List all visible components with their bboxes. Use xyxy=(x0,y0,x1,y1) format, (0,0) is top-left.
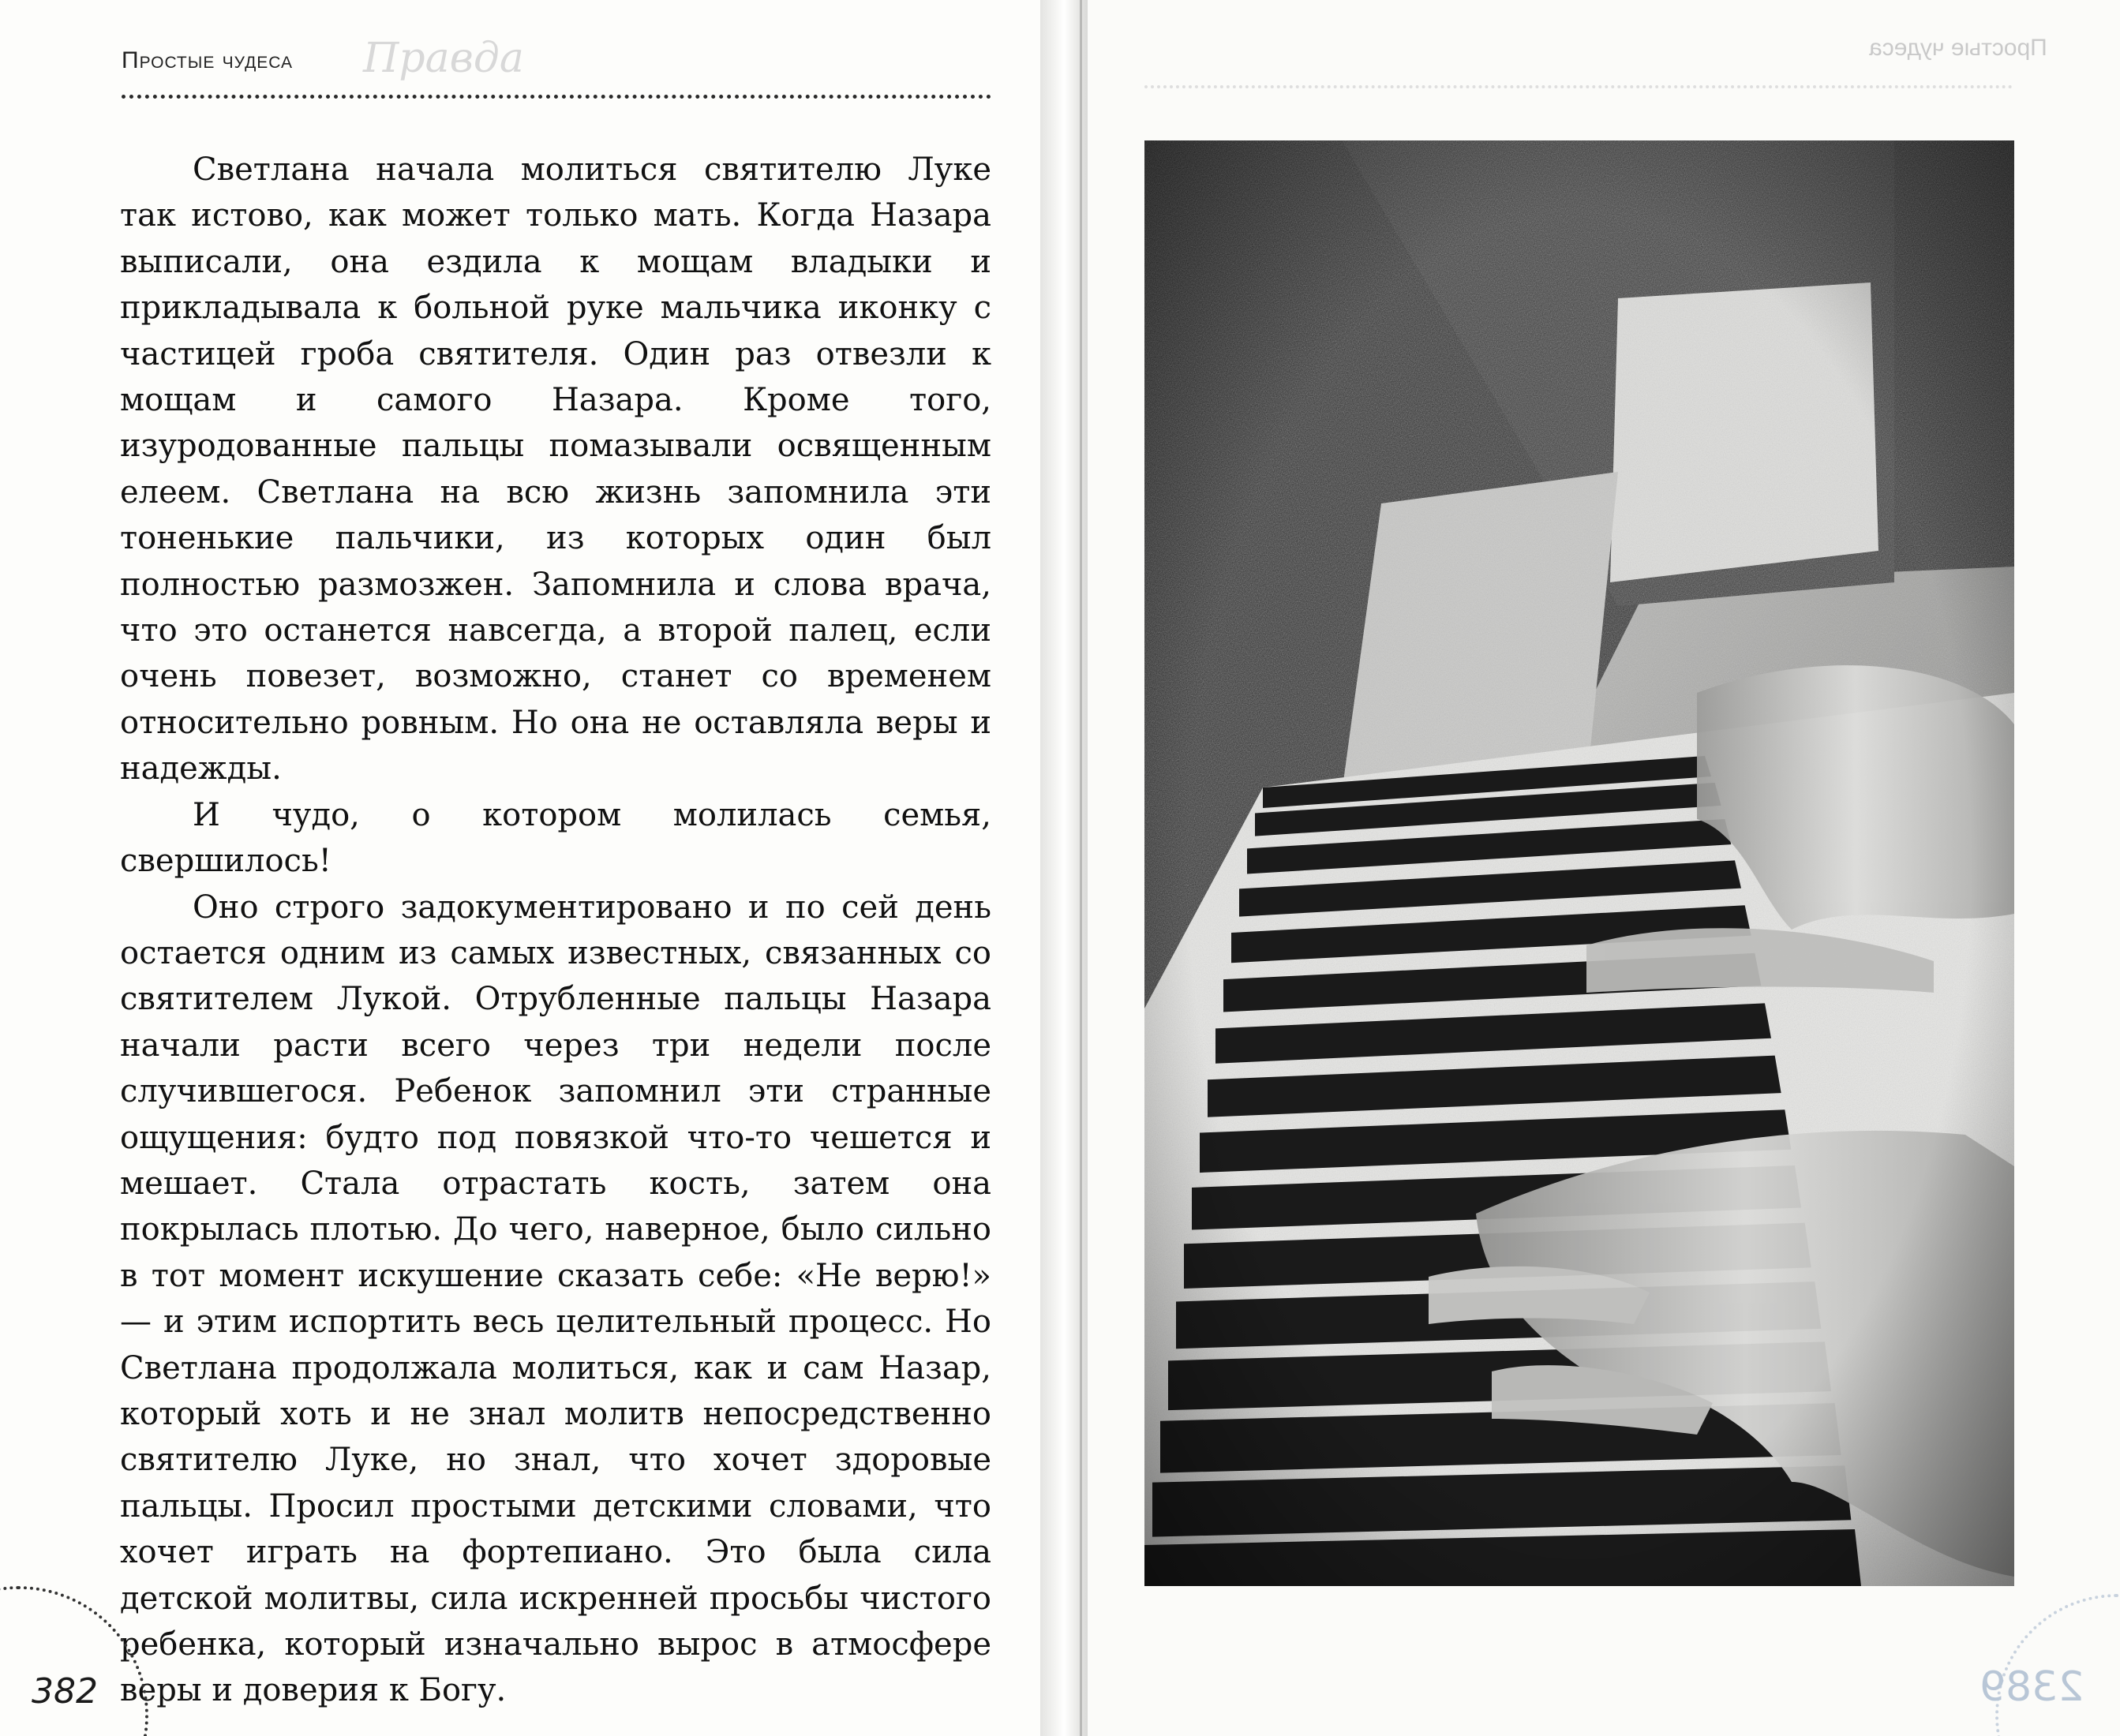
running-header: Простые чудеса xyxy=(122,47,294,73)
header-dotted-rule xyxy=(122,95,991,99)
right-running-header-bleed: Простые чудеса xyxy=(1869,35,2047,61)
header-bleed-through: Правда xyxy=(363,35,524,82)
paragraph-3: Оно строго задокументировано и по сей день остается одним из самых известных, связанных со святителем Лукой. Отрубленные пальцы Назара начали расти всего через три недели после случившегося. Ребенок запомнил эти странные ощущения: будто под повязкой что-то чешется и мешает. Стала отрастать кость, затем она покрылась плотью. До чего, наверное, было сильно в тот момент искушение сказать себе: «Не верю!» — и этим испортить весь целительный процесс. Но Светлана продолжала молиться, как и сам Назар, который хоть и не знал молитв непосредственно святителю Луке, но знал, что хочет здоровые пальцы. Просил простыми детскими словами, что хочет играть на фортепиано. Это была сила детской молитвы, сила искренней просьбы чистого ребенка, который изначально вырос в атмосфере веры и доверия к Богу. xyxy=(120,889,991,1709)
body-text xyxy=(120,147,991,1714)
paragraph-1: Светлана начала молиться святителю Луке так истово, как может только мать. Когда Назара выписали, она ездила к мощам владыки и прикладывала к больной руке мальчика иконку с частицей гроба святителя. Один раз отвезли к мощам и самого Назара. Кроме того, изуродованные пальцы помазывали освященным елеем. Светлана на всю жизнь запомнила эти тоненькие пальчики, из которых один был полностью размозжен. Запомнила и слова врача, что это останется навсегда, а второй палец, если очень повезет, возможно, станет со временем относительно ровным. Но она не оставляла веры и надежды. xyxy=(120,152,991,788)
right-page-number-bleed: 2389 xyxy=(1979,1663,2084,1711)
paragraph-2: И чудо, о котором молилась семья, свершилось! xyxy=(120,796,991,880)
vignette xyxy=(1144,140,2014,1586)
page-number: 382 xyxy=(32,1671,98,1712)
left-page xyxy=(0,0,1040,1736)
piano-illustration-svg xyxy=(1144,140,2014,1586)
right-page xyxy=(1088,0,2120,1736)
gutter-shadow-line xyxy=(1080,0,1082,1736)
right-header-dotted-rule xyxy=(1144,85,2013,88)
piano-keys-hands-illustration xyxy=(1144,140,2014,1586)
